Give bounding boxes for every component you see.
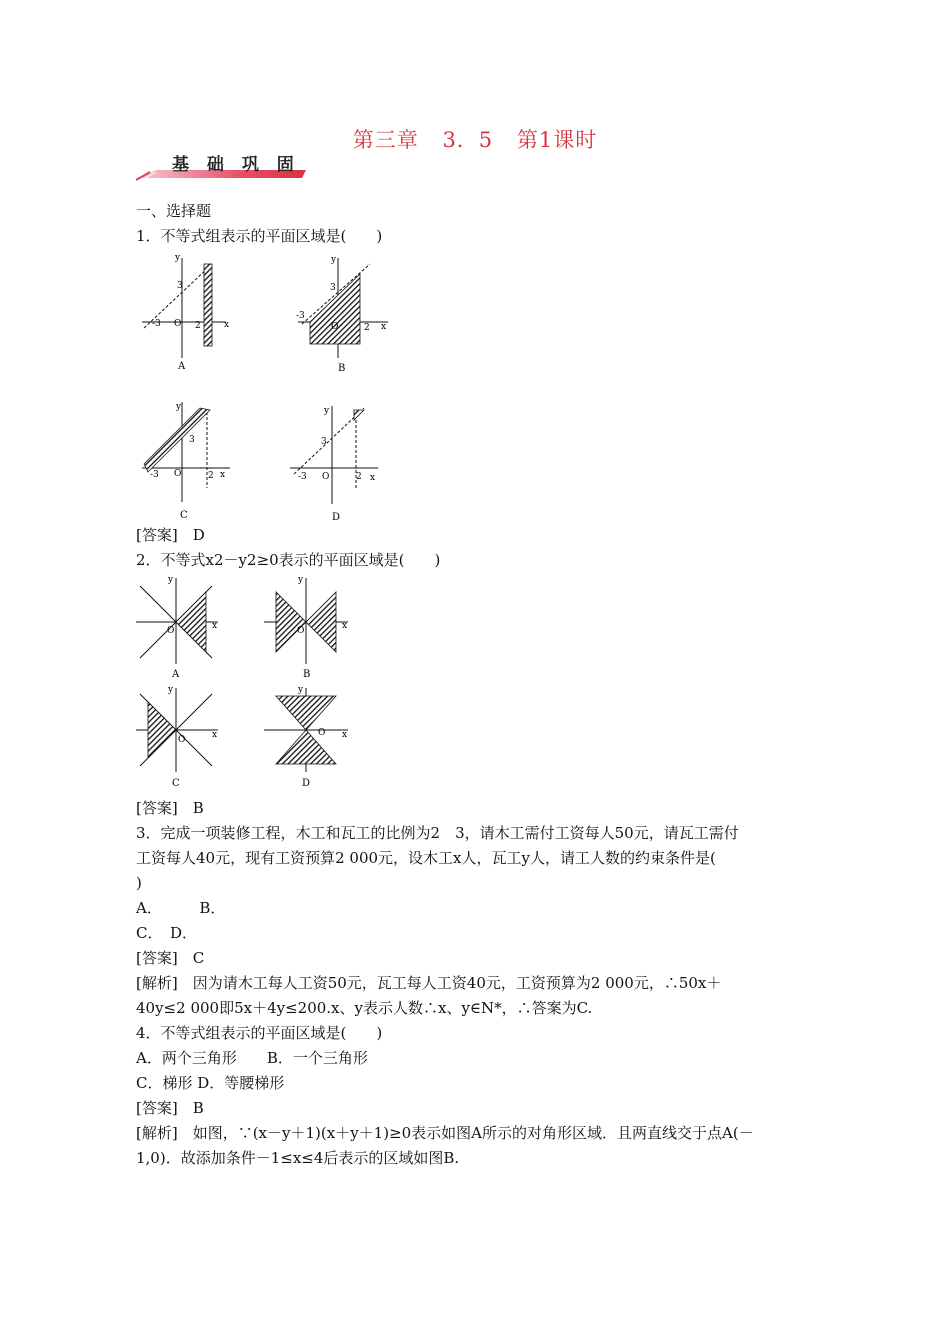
q2-option-b: B xyxy=(303,669,311,680)
q1c-y: y xyxy=(176,402,182,412)
q3-stem-line1: 3．完成一项装修工程，木工和瓦工的比例为2 3，请木工需付工资每人50元，请瓦工需付 xyxy=(136,824,739,842)
q2-stem: 2．不等式x2－y2≥0表示的平面区域是( ) xyxy=(136,551,441,569)
q1d-neg3: -3 xyxy=(298,472,307,482)
q3-answer: [答案] C xyxy=(136,949,205,967)
q2c-o: O xyxy=(178,735,186,745)
q2a-y: y xyxy=(168,575,174,585)
q1a-two: 2 xyxy=(195,321,201,331)
q2a-o: O xyxy=(167,626,175,636)
q1b-two: 2 xyxy=(364,323,370,333)
q1-option-d: D xyxy=(332,512,341,523)
q1-option-c: C xyxy=(180,510,188,521)
q1b-y: y xyxy=(331,255,337,265)
q4-analysis-line2: 1,0)．故添加条件－1≤x≤4后表示的区域如图B. xyxy=(136,1149,460,1167)
q3-analysis-line2: 40y≤2 000即5x＋4y≤200.x、y表示人数∴x、y∈N*，∴答案为C. xyxy=(136,999,593,1017)
q3-options-ab: A． B． xyxy=(136,899,226,917)
q2c-y: y xyxy=(168,685,174,695)
q1d-three: 3 xyxy=(321,437,327,447)
q1d-x: x xyxy=(370,473,376,483)
q1b-neg3: -3 xyxy=(296,311,305,321)
q1-answer: [答案] D xyxy=(136,526,205,544)
q1a-three: 3 xyxy=(177,281,183,291)
q1c-o: O xyxy=(174,469,182,479)
q4-options-cd: C．梯形 D．等腰梯形 xyxy=(136,1074,285,1092)
q1a-neg3: -3 xyxy=(152,319,161,329)
q1-option-a: A xyxy=(178,361,186,372)
section-label: 3．5 xyxy=(442,128,494,152)
q2c-x: x xyxy=(212,730,218,740)
section-heading: 一、选择题 xyxy=(136,202,212,220)
q2b-x: x xyxy=(342,621,348,631)
q4-answer: [答案] B xyxy=(136,1099,204,1117)
q4-analysis-line1: [解析] 如图，∵(x－y＋1)(x＋y＋1)≥0表示如图A所示的对角形区域．且两直线交于点A(－ xyxy=(136,1124,754,1142)
q1-figures-cd xyxy=(138,398,398,524)
q2-figure-d xyxy=(264,685,348,789)
q1-stem: 1．不等式组表示的平面区域是( ) xyxy=(136,227,383,245)
q2a-x: x xyxy=(212,621,218,631)
q3-options-cd: C． D． xyxy=(136,924,198,942)
chapter-label: 第三章 xyxy=(352,128,419,152)
q4-stem: 4．不等式组表示的平面区域是( ) xyxy=(136,1024,383,1042)
q2b-o: O xyxy=(297,626,305,636)
q1c-neg3: -3 xyxy=(150,470,159,480)
q2-figure-b xyxy=(264,575,348,680)
lesson-label: 第1课时 xyxy=(516,128,598,152)
q1-figure-c xyxy=(142,402,230,521)
q1a-y: y xyxy=(175,253,181,263)
q1b-x: x xyxy=(381,322,387,332)
q1b-o: O xyxy=(331,322,339,332)
q1a-x: x xyxy=(224,320,230,330)
q2-figure-a xyxy=(136,575,218,680)
q1d-y: y xyxy=(324,406,330,416)
q2-option-d: D xyxy=(302,778,311,789)
q1d-o: O xyxy=(322,472,330,482)
q2d-x: x xyxy=(342,730,348,740)
q2-figure-c xyxy=(136,685,218,789)
q1c-x: x xyxy=(220,470,226,480)
q2d-y: y xyxy=(298,685,304,695)
q1-figure-d xyxy=(290,406,378,523)
q1b-three: 3 xyxy=(330,283,336,293)
q1c-two: 2 xyxy=(208,471,214,481)
q1c-three: 3 xyxy=(189,435,195,445)
q2-option-c: C xyxy=(172,778,180,789)
q1d-two: 2 xyxy=(356,472,362,482)
q3-stem-line3: ) xyxy=(136,874,142,892)
banner-title: 基 础 巩 固 xyxy=(172,155,300,175)
q4-options-ab: A．两个三角形 B．一个三角形 xyxy=(136,1049,368,1067)
q2-figures xyxy=(134,572,364,792)
q2-answer: [答案] B xyxy=(136,799,204,817)
q1-figure-a xyxy=(142,253,229,372)
q2-option-a: A xyxy=(172,669,180,680)
q1a-o: O xyxy=(174,319,182,329)
q3-analysis-line1: [解析] 因为请木工每人工资50元，瓦工每人工资40元，工资预算为2 000元，∴50x＋ xyxy=(136,974,722,992)
q1-figure-b xyxy=(296,255,388,374)
q3-stem-line2: 工资每人40元，现有工资预算2 000元，设木工x人，瓦工y人，请工人数的约束条件是( xyxy=(136,849,716,867)
q2d-o: O xyxy=(318,728,326,738)
q1-option-b: B xyxy=(338,363,346,374)
q1-figures-ab xyxy=(138,250,398,380)
q2b-y: y xyxy=(298,575,304,585)
